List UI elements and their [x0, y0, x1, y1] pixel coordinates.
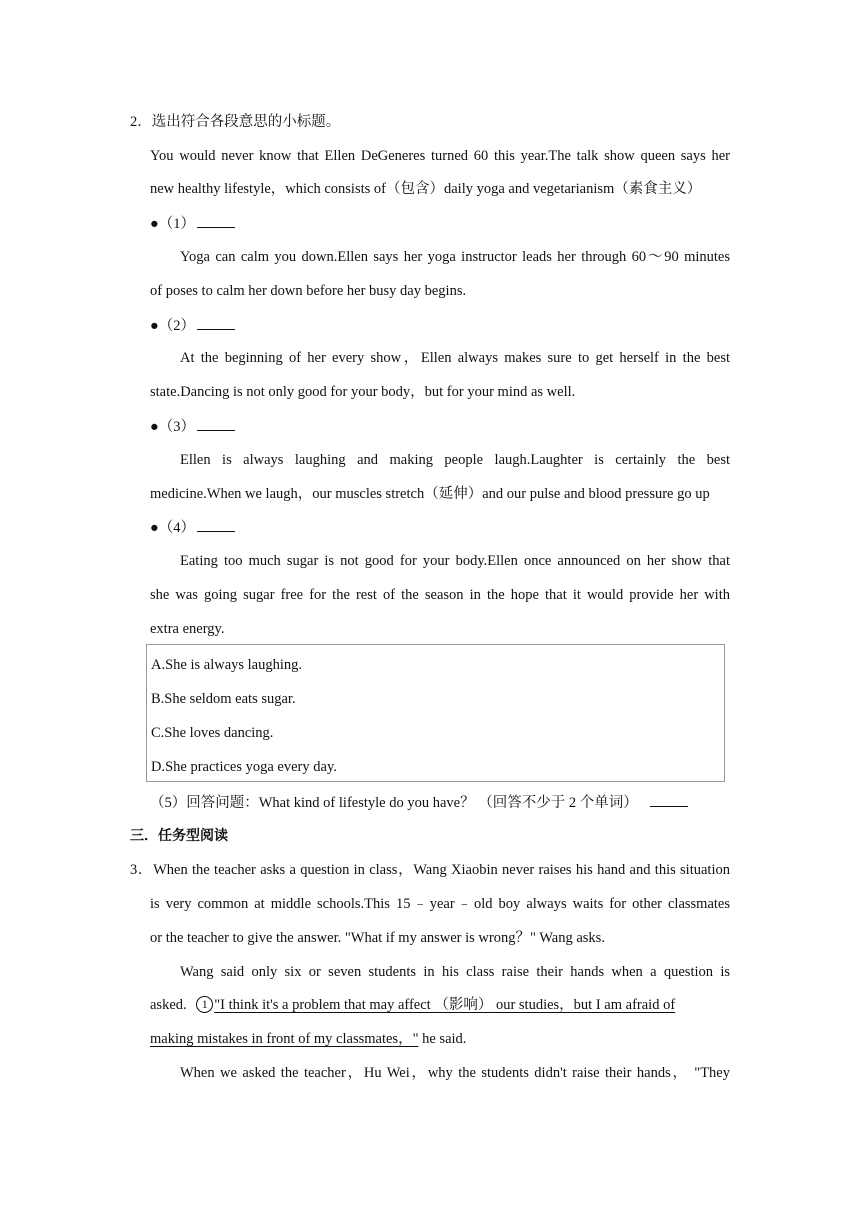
- item-marker: ●（3）: [150, 419, 196, 435]
- answer-blank[interactable]: [197, 315, 235, 330]
- q2-intro-line-1: You would never know that Ellen DeGeneres turned 60 this year.The talk show queen says her: [150, 148, 730, 164]
- item-1-line-2: of poses to calm her down before her busy day begins.: [150, 283, 467, 299]
- circled-number-1: 1: [196, 996, 213, 1013]
- options-box: [146, 644, 725, 782]
- underlined-sentence-1-cont: making mistakes in front of my classmates，": [150, 1031, 419, 1047]
- heading-blank-2: [150, 315, 235, 336]
- item-4-line-1: Eating too much sugar is not good for your body.Ellen once announced on her show that: [180, 553, 730, 569]
- option-b: B.She seldom eats sugar.: [151, 691, 296, 707]
- question-5: [150, 792, 688, 813]
- q3-p3-line-1: When we asked the teacher，Hu Wei，why the students didn't raise their hands， "They: [180, 1065, 730, 1081]
- heading-blank-4: [150, 517, 235, 538]
- underlined-sentence-1: "I think it's a problem that may affect （影响） our studies，but I am afraid of: [214, 997, 676, 1013]
- question-5-text: （5）回答问题：What kind of lifestyle do you have？ （回答不少于 2 个单词）: [150, 795, 638, 811]
- heading-blank-3: [150, 416, 235, 437]
- q3-p2-suffix: he said.: [418, 1031, 467, 1047]
- answer-blank[interactable]: [197, 517, 235, 532]
- answer-blank[interactable]: [197, 213, 235, 228]
- section-heading: 三．任务型阅读: [130, 828, 228, 844]
- item-marker: ●（1）: [150, 216, 196, 232]
- item-2-line-2: state.Dancing is not only good for your body，but for your mind as well.: [150, 384, 576, 400]
- item-2-line-1: At the beginning of her every show，Ellen always makes sure to get herself in the best: [180, 350, 730, 366]
- q3-p2-line-2: [150, 995, 675, 1015]
- q2-intro-line-2: new healthy lifestyle，which consists of（包含）daily yoga and vegetarianism（素食主义）: [150, 181, 702, 197]
- item-3-line-1: Ellen is always laughing and making people laugh.Laughter is certainly the best: [180, 452, 730, 468]
- q3-p2-line-1: Wang said only six or seven students in his class raise their hands when a question is: [180, 964, 730, 980]
- q3-line-1: 3．When the teacher asks a question in class，Wang Xiaobin never raises his hand and this situation: [130, 862, 730, 878]
- answer-blank[interactable]: [197, 416, 235, 431]
- heading-blank-1: [150, 213, 235, 234]
- q3-p2-line-3: [150, 1029, 466, 1049]
- item-4-line-3: extra energy.: [150, 621, 225, 637]
- answer-blank[interactable]: [650, 792, 688, 807]
- q3-line-3: or the teacher to give the answer. "What if my answer is wrong？" Wang asks.: [150, 930, 605, 946]
- item-marker: ●（4）: [150, 520, 196, 536]
- option-c: C.She loves dancing.: [151, 725, 274, 741]
- item-1-line-1: Yoga can calm you down.Ellen says her yoga instructor leads her through 60～90 minutes: [180, 249, 730, 265]
- option-d: D.She practices yoga every day.: [151, 759, 337, 775]
- item-4-line-2: she was going sugar free for the rest of the season in the hope that it would provide her with: [150, 587, 730, 603]
- option-a: A.She is always laughing.: [151, 657, 303, 673]
- question-2-title: 2．选出符合各段意思的小标题。: [130, 114, 341, 130]
- q3-p2-prefix: asked.: [150, 997, 187, 1013]
- item-marker: ●（2）: [150, 318, 196, 334]
- q3-line-2: is very common at middle schools.This 15﹣year﹣old boy always waits for other classmates: [150, 896, 730, 912]
- item-3-line-2: medicine.When we laugh，our muscles stretch（延伸）and our pulse and blood pressure go up: [150, 486, 710, 502]
